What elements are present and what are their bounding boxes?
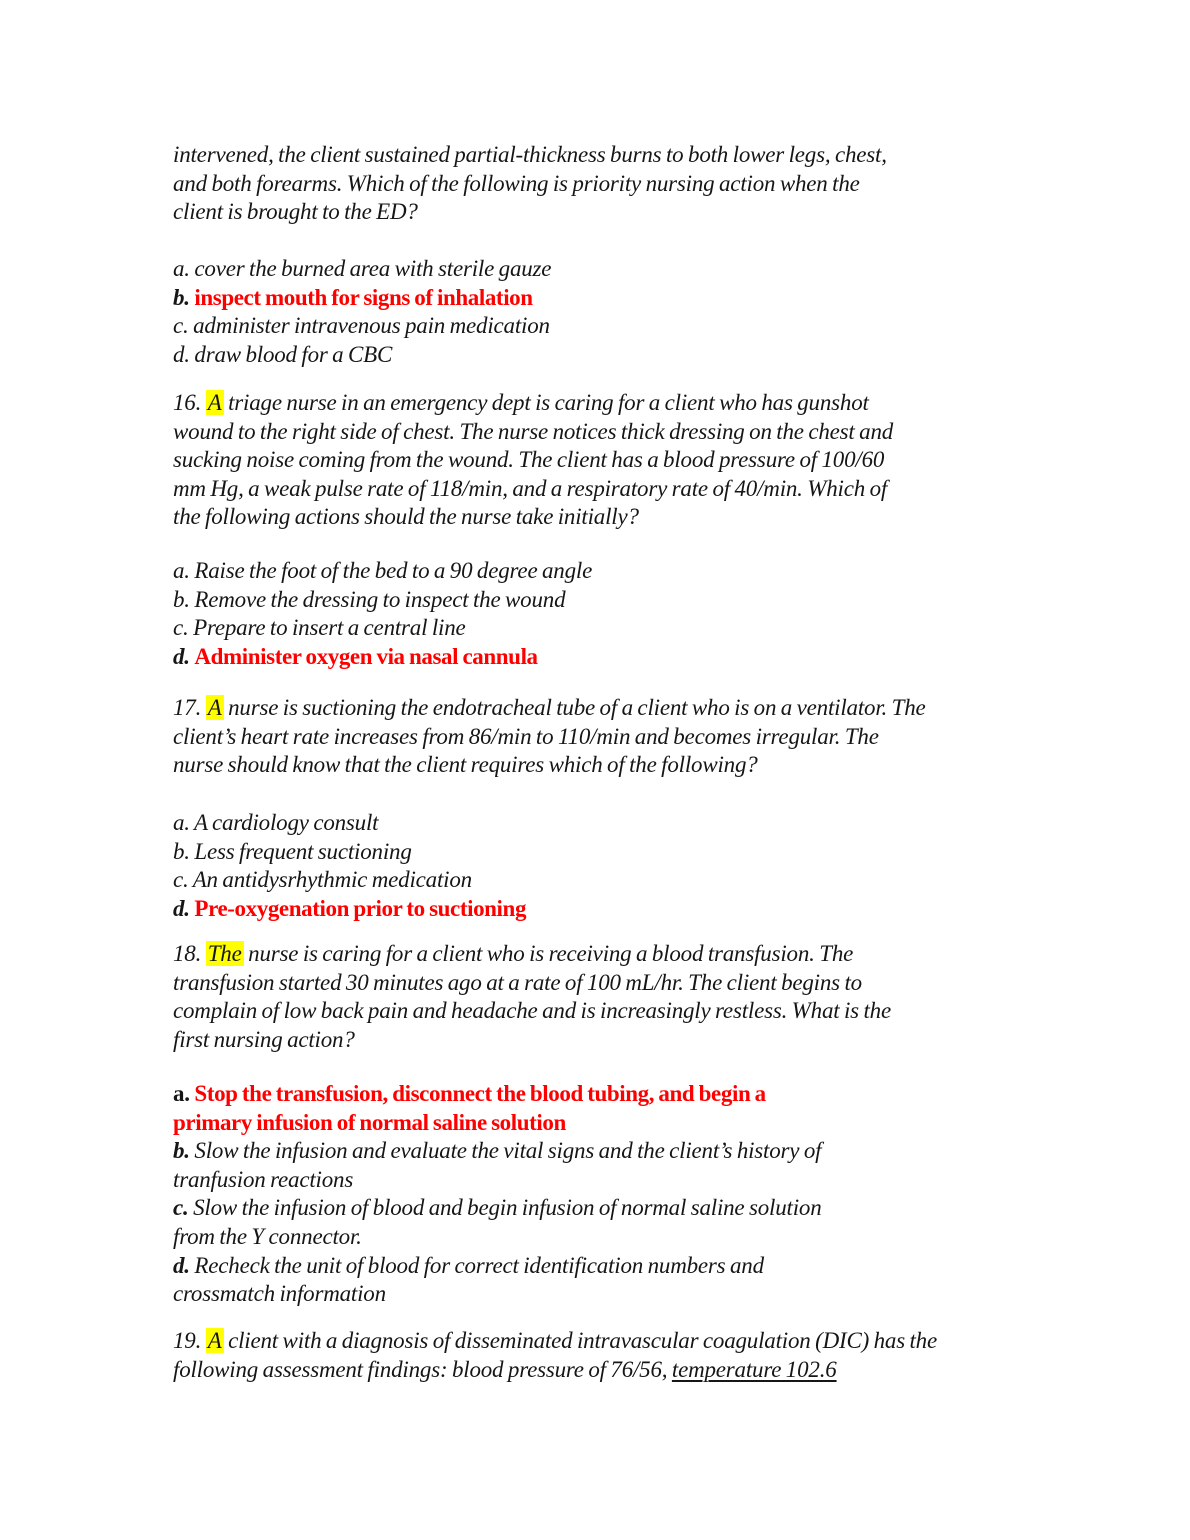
text-run: triage nurse in an emergency dept is caring for a client who has gunshot [223, 390, 869, 415]
question-number: 18. [173, 941, 206, 966]
text-run: nurse should know that the client requires which of the following? [173, 752, 758, 778]
question-17-stem [173, 694, 926, 780]
option-letter: c. [173, 867, 189, 893]
option-letter: a. [173, 810, 190, 835]
text-run: mm Hg, a weak pulse rate of 118/min, and a respiratory rate of 40/min. Which of [173, 475, 888, 501]
text-line [173, 557, 592, 586]
text-run: transfusion started 30 minutes ago at a rate of 100 mL/hr. The client begins to [173, 969, 862, 995]
text-line [173, 198, 887, 227]
correct-answer-text: inspect mouth for signs of inhalation [194, 284, 533, 310]
highlighted-word: A [207, 695, 222, 720]
text-line [173, 389, 893, 418]
question-15-stem-continuation [173, 141, 887, 227]
question-number: 19. [173, 1328, 206, 1353]
text-run: crossmatch information [173, 1281, 386, 1307]
text-run: A cardiology consult [189, 810, 379, 835]
text-run: nurse is suctioning the endotracheal tube of a client who is on a ventilator. The [223, 695, 926, 720]
question-18-options [173, 1080, 822, 1309]
text-line [173, 1327, 937, 1356]
text-run: first nursing action? [173, 1026, 355, 1052]
text-run: complain of low back pain and headache and is increasingly restless. What is the [173, 998, 891, 1024]
option-letter: d. [173, 895, 190, 921]
text-run: Less frequent suctioning [189, 838, 412, 864]
correct-answer-text: Pre-oxygenation prior to suctioning [194, 895, 527, 921]
text-run: draw blood for a CBC [189, 341, 393, 367]
text-run: sucking noise coming from the wound. The client has a blood pressure of 100/60 [173, 447, 885, 473]
question-16-stem [173, 389, 893, 532]
option-letter: b. [173, 284, 190, 310]
text-line [173, 1194, 822, 1223]
text-line [173, 141, 887, 170]
text-run: client with a diagnosis of disseminated intravascular coagulation (DIC) has the [223, 1328, 937, 1353]
text-line [173, 1137, 822, 1166]
option-letter: c. [173, 313, 189, 339]
text-run: following assessment findings: blood pressure of 76/56, [173, 1356, 672, 1382]
text-run: nurse is caring for a client who is receiving a blood transfusion. The [243, 941, 854, 966]
text-line [173, 1223, 822, 1252]
option-letter: a. [173, 558, 190, 583]
text-run: intervened, the client sustained partial-thickness burns to both lower legs, chest, [173, 142, 887, 167]
option-letter: a. [173, 256, 190, 281]
text-line [173, 255, 551, 284]
text-line [173, 341, 551, 370]
option-letter: b. [173, 838, 190, 864]
text-line [173, 284, 551, 313]
option-letter: b. [173, 1138, 190, 1164]
text-line [173, 997, 891, 1026]
text-line [173, 1080, 822, 1109]
text-run: Recheck the unit of blood for correct identification numbers and [189, 1252, 764, 1278]
option-letter: c. [173, 615, 189, 641]
correct-answer-text: Administer oxygen via nasal cannula [194, 643, 538, 669]
text-line [173, 809, 526, 838]
text-line [173, 475, 893, 504]
text-line [173, 312, 551, 341]
option-letter: d. [173, 341, 190, 367]
text-line [173, 895, 526, 924]
text-line [173, 1356, 937, 1385]
text-line [173, 940, 891, 969]
text-run: An antidysrhythmic medication [188, 867, 472, 893]
text-run: from the Y connector. [173, 1223, 362, 1249]
text-run: client is brought to the ED? [173, 199, 418, 225]
question-15-options [173, 255, 551, 369]
text-run: the following actions should the nurse take initially? [173, 504, 639, 530]
text-line [173, 1252, 822, 1281]
text-run: and both forearms. Which of the following is priority nursing action when the [173, 170, 860, 196]
highlighted-word: A [207, 1328, 222, 1353]
text-line [173, 866, 526, 895]
question-16-options [173, 557, 592, 671]
text-line [173, 1109, 822, 1138]
text-line [173, 446, 893, 475]
text-run: wound to the right side of chest. The nurse notices thick dressing on the chest and [173, 418, 894, 444]
question-19-stem [173, 1327, 937, 1384]
question-18-stem [173, 940, 891, 1054]
correct-answer-text: primary infusion of normal saline solution [173, 1109, 566, 1135]
option-letter: c. [173, 1195, 189, 1221]
option-letter: d. [173, 643, 190, 669]
text-line [173, 694, 926, 723]
text-line [173, 838, 526, 867]
text-run: Remove the dressing to inspect the wound [189, 586, 566, 612]
highlighted-word: A [207, 390, 222, 415]
text-line [173, 418, 893, 447]
question-17-options [173, 809, 526, 923]
option-letter: d. [173, 1252, 190, 1278]
text-line [173, 751, 926, 780]
option-letter: a. [173, 1081, 190, 1106]
option-letter: b. [173, 586, 190, 612]
text-line [173, 1166, 822, 1195]
text-run: client’s heart rate increases from 86/min to 110/min and becomes irregular. The [173, 723, 879, 749]
text-run: Slow the infusion of blood and begin infusion of normal saline solution [188, 1195, 822, 1221]
text-line [173, 1026, 891, 1055]
text-run: administer intravenous pain medication [188, 313, 550, 339]
text-line [173, 643, 592, 672]
text-run: tranfusion reactions [173, 1166, 354, 1192]
text-line [173, 614, 592, 643]
text-run: Slow the infusion and evaluate the vital signs and the client’s history of [189, 1138, 822, 1164]
correct-answer-text: Stop the transfusion, disconnect the blood tubing, and begin a [194, 1081, 766, 1106]
text-line [173, 170, 887, 199]
text-run: Raise the foot of the bed to a 90 degree angle [189, 558, 593, 583]
highlighted-word: The [207, 941, 242, 966]
text-line [173, 586, 592, 615]
text-line [173, 503, 893, 532]
text-line [173, 1280, 822, 1309]
underlined-text: temperature 102.6 [671, 1356, 837, 1382]
text-line [173, 723, 926, 752]
question-number: 16. [173, 390, 206, 415]
question-number: 17. [173, 695, 206, 720]
text-run: cover the burned area with sterile gauze [189, 256, 552, 281]
text-line [173, 969, 891, 998]
text-run: Prepare to insert a central line [188, 615, 466, 641]
